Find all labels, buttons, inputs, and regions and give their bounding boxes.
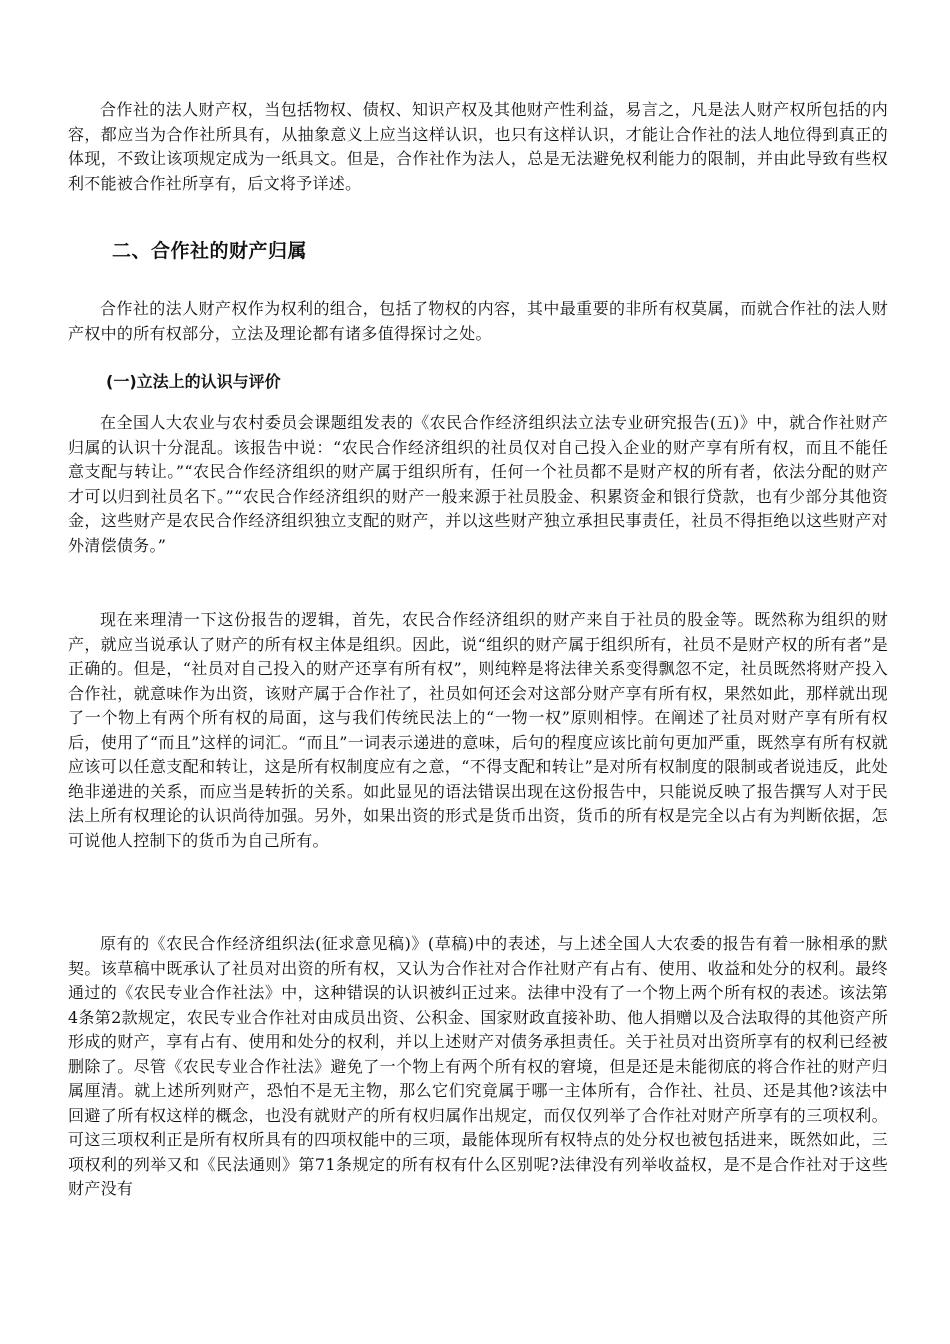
paragraph-3: 在全国人大农业与农村委员会课题组发表的《农民合作经济组织法立法专业研究报告(五)》中，就合作社财产归属的认识十分混乱。该报告中说：“农民合作经济组织的社员仅对自己投入企业的财产享有所有权，而且不能任意支配与转让。”“农民合作经济组织的财产属于组织所有，任何一个社员都不是财产权的所有者，依法分配的财产才可以归到社员名下。”“农民合作经济组织的财产一般来源于社员股金、积累资金和银行贷款，也有少部分其他资金，这些财产是农民合作经济组织独立支配的财产，并以这些财产独立承担民事责任，社员不得拒绝以这些财产对外清偿债务。” — [68, 413, 888, 555]
paragraph-5: 原有的《农民合作经济组织法(征求意见稿)》(草稿)中的表述，与上述全国人大农委的报告有着一脉相承的默契。该草稿中既承认了社员对出资的所有权，又认为合作社对合作社财产有占有、使用、收益和处分的权利。最终通过的《农民专业合作社法》中，这种错误的认识被纠正过来。法律中没有了一个物上两个所有权的表述。该法第4条第2款规定，农民专业合作社对由成员出资、公积金、国家财政直接补助、他人捐赠以及合法取得的其他资产所形成的财产，享有占有、使用和处分的权利，并以上述财产对债务承担责任。关于社员对出资所享有的权利已经被删除了。尽管《农民专业合作社法》避免了一个物上有两个所有权的窘境，但是还是未能彻底的将合作社的财产归属厘清。就上述所列财产，恐怕不是无主物，那么它们究竟属于哪一主体所有，合作社、社员、还是其他?该法中回避了所有权这样的概念，也没有就财产的所有权归属作出规定，而仅仅列举了合作社对财产所享有的三项权利。可这三项权利正是所有权所具有的四项权能中的三项，最能体现所有权特点的处分权也被包括进来，既然如此，三项权利的列举又和《民法通则》第71条规定的所有权有什么区别呢?法律没有列举收益权，是不是合作社对于这些财产没有 — [68, 934, 888, 1198]
paragraph-4: 现在来理清一下这份报告的逻辑，首先，农民合作经济组织的财产来自于社员的股金等。既然称为组织的财产，就应当说承认了财产的所有权主体是组织。因此，说“组织的财产属于组织所有，社员不是财产权的所有者”是正确的。但是，“社员对自己投入的财产还享有所有权”，则纯粹是将法律关系变得飘忽不定，社员既然将财产投入合作社，就意味作为出资，该财产属于合作社了，社员如何还会对这部分财产享有所有权，果然如此，那样就出现了一个物上有两个所有权的局面，这与我们传统民法上的“一物一权”原则相悖。在阐述了社员对财产享有所有权后，使用了“而且”这样的词汇。“而且”一词表示递进的意味，后句的程度应该比前句更加严重，既然享有所有权就应该可以任意支配和转让，这是所有权制度应有之意，“不得支配和转让”是对所有权制度的限制或者说违反，此处绝非递进的关系，而应当是转折的关系。如此显见的语法错误出现在这份报告中，只能说反映了报告撰写人对于民法上所有权理论的认识尚待加强。另外，如果出资的形式是货币出资，货币的所有权是完全以占有为判断依据，怎可说他人控制下的货币为自己所有。 — [68, 610, 888, 850]
subsection-heading: (一)立法上的认识与评价 — [106, 372, 281, 391]
section-heading: 二、合作社的财产归属 — [112, 240, 308, 262]
paragraph-1: 合作社的法人财产权，当包括物权、债权、知识产权及其他财产性利益，易言之，凡是法人财产权所包括的内容，都应当为合作社所具有，从抽象意义上应当这样认识，也只有这样认识，才能让合作社的法人地位得到真正的体现，不致让该项规定成为一纸具文。但是，合作社作为法人，总是无法避免权利能力的限制，并由此导致有些权利不能被合作社所享有，后文将予详述。 — [68, 100, 888, 193]
paragraph-2: 合作社的法人财产权作为权利的组合，包括了物权的内容，其中最重要的非所有权莫属，而就合作社的法人财产权中的所有权部分，立法及理论都有诸多值得探讨之处。 — [68, 299, 888, 343]
